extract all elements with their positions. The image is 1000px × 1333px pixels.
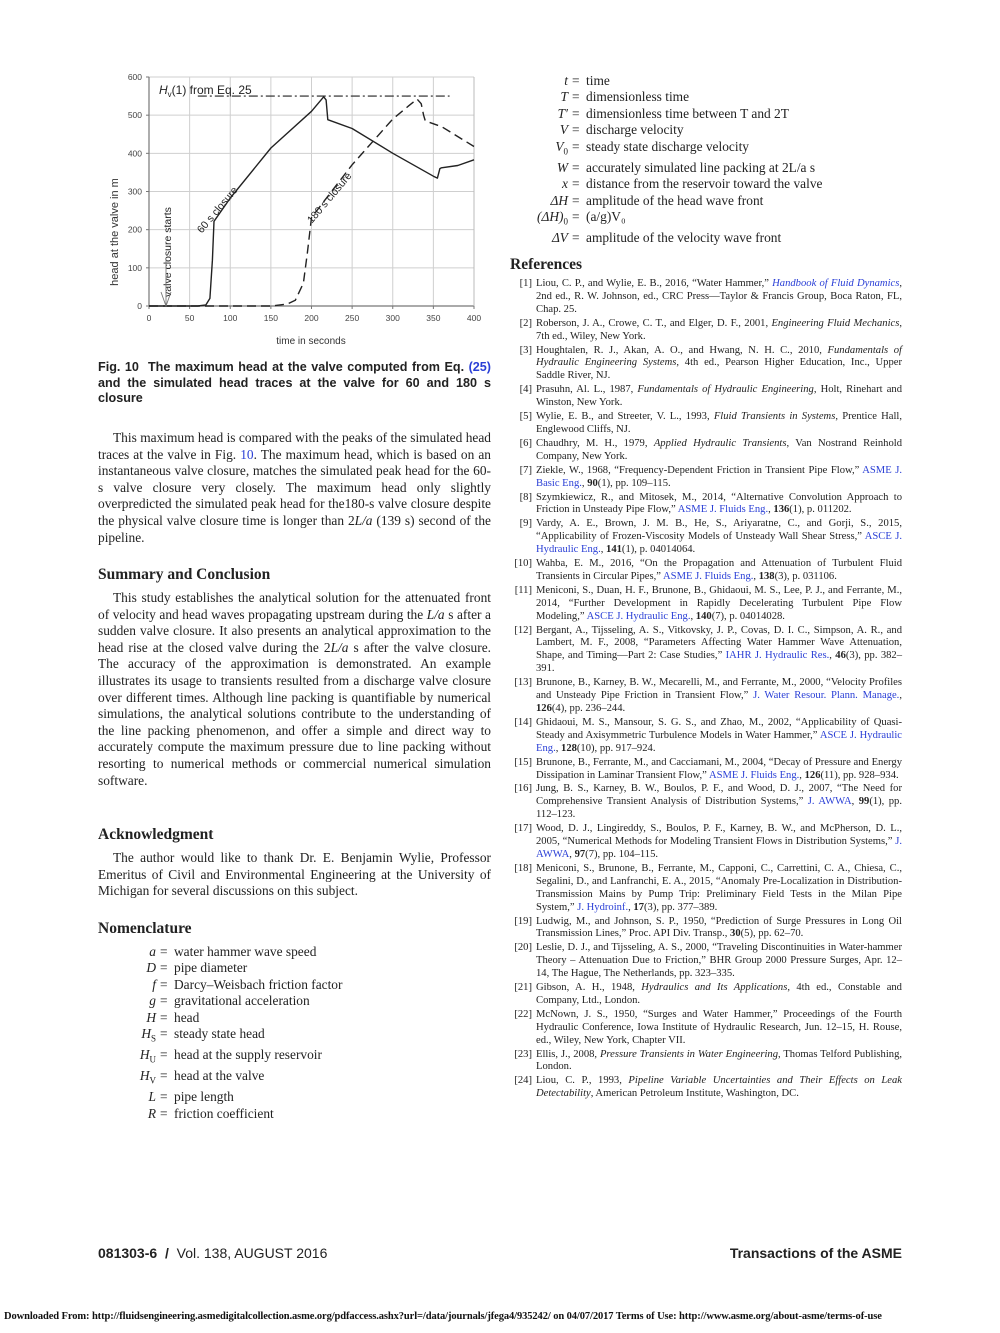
reference-journal-link[interactable]: J. AWWA [536, 836, 902, 860]
reference-text: , 2nd ed., R. W. Johnson, ed., CRC Press—Taylor & Francis Group, Boca Raton, FL, Chap. 25. [536, 278, 903, 315]
reference-volume: 140 [695, 610, 712, 622]
reference-number: [12] [514, 624, 532, 636]
nomenclature-definition: head at the valve [174, 1068, 265, 1084]
nomenclature-definition: steady state head [174, 1026, 265, 1042]
equals-sign: = [572, 230, 580, 245]
reference-text: Ludwig, M., and Johnson, S. P., 1950, “Prediction of Surge Pressures in Long Oil Transmission Lines,” Proc. API Div. Transp., [536, 915, 902, 940]
equals-sign: = [572, 105, 580, 121]
reference-item: [13] Brunone, B., Karney, B. W., Mecarelli, M., and Ferrante, M., 2000, “Velocity Profiles and Unsteady Pipe Friction in Transient Flow,” J. Water Resour. Plann. Manage., 126(4), pp. 236–244. [510, 677, 902, 716]
reference-item: [16] Jung, B. S., Karney, B. W., Boulos, P. F., and Wood, D. J., 2007, “The Need for Comprehensive Transient Analysis of Distribution Systems,” J. AWWA, 99(1), pp. 112–123. [510, 783, 902, 822]
svg-text:400: 400 [466, 313, 482, 323]
journal-name: Transactions of the ASME [729, 1245, 902, 1261]
caption-equation-link[interactable]: (25) [468, 360, 492, 374]
reference-text: Ghidaoui, M. S., Mansour, S. G. S., and Zhao, M., 2002, “Applicability of Quasi-Steady and Axisymmetric Turbulence Models in Water Hammer,” [536, 716, 902, 741]
reference-text: Ellis, J., 2008, [536, 1048, 600, 1060]
reference-item [510, 942, 902, 981]
nomenclature-symbol: g [149, 993, 156, 1009]
footer-separator: / [164, 1245, 169, 1261]
reference-text: Roberson, J. A., Crowe, C. T., and Elger, D. F., 2001, [536, 317, 772, 329]
equals-sign: = [160, 944, 168, 959]
nomenclature-symbol: $(\Delta H)_0$ [537, 208, 568, 227]
reference-volume: 128 [561, 742, 577, 754]
page-footer-left [98, 1245, 327, 1261]
nomenclature-definition: distance from the reservoir toward the valve [586, 176, 823, 192]
nomenclature-definition: dimensionless time [586, 89, 690, 105]
reference-text: Meniconi, S., Brunone, B., Ferrante, M., Capponi, C., Carrettini, C. A., Chiesa, C., Segalini, D., and Lanfranchi, E. A., 2015, “Anomaly Pre-Localization in Distribution-Transmission Mains by Pump Trip: Preliminary Field Tests in the Milan Pipe System,” [536, 862, 902, 913]
reference-item: [17] Wood, D. J., Lingireddy, S., Boulos, P. F., Karney, B. W., and McPherson, D. L., 2005, “Numerical Methods for Modeling Transient Flows in Distribution Systems,” J. AWWA, 97(7), pp. 104–115. [510, 823, 902, 862]
nomenclature-definition: water hammer wave speed [174, 944, 317, 959]
reference-text: Meniconi, S., Duan, H. F., Brunone, B., Ghidaoui, M. S., Lee, P. J., and Ferrante, M., 2014, “Further Development in Rapidly Decelerating Turbulent Pipe Flow Modeling,” [536, 584, 902, 622]
reference-volume: 99 [858, 796, 870, 808]
reference-item [510, 916, 902, 942]
nomenclature-item [510, 193, 902, 209]
reference-item: [14] Ghidaoui, M. S., Mansour, S. G. S., and Zhao, M., 2002, “Applicability of Quasi-Steady and Axisymmetric Turbulence Models in Water Hammer,” ASCE J. Hydraulic Eng., 128(10), pp. 917–924. [510, 717, 902, 756]
nomenclature-symbol: $H_V$ [139, 1068, 156, 1086]
equals-sign: = [572, 159, 580, 175]
reference-number: [18] [514, 862, 532, 874]
paragraph-comparison: This maximum head is compared with the peaks of the simulated head traces at the valve in Fig. 10. The maximum head, which is based on an instantaneous valve closure, matches the simulated peak head for the 60-s valve closure very closely. The maximum head only slightly overpredicted the simulated peak head for the180-s valve closure despite the physical valve closure time is longer than 2L/a (139 s) second of the pipeline. [98, 430, 491, 545]
svg-text:300: 300 [127, 186, 142, 197]
reference-journal-link[interactable]: IAHR J. Hydraulic Res. [725, 650, 830, 662]
reference-text: (7), p. 04014028. [711, 610, 785, 622]
nomenclature-item [510, 122, 902, 138]
valve-closure-annotation: valve closure starts [162, 207, 174, 297]
reference-text: , 4th ed., Constable and Company, Ltd., London. [536, 982, 902, 1006]
svg-text:0: 0 [137, 301, 142, 311]
equals-sign: = [572, 73, 580, 88]
reference-volume: 136 [773, 504, 790, 516]
reference-text: McNown, J. S., 1950, “Surges and Water Hammer,” Proceedings of the Fourth Hydraulic Conference, Iowa Institute of Hydraulic Research, Jun. 12–15, H. Rouse, ed., Wiley, New York, Chapter VII. [536, 1008, 902, 1046]
closure-180-annotation: 180 s closure [305, 170, 355, 226]
paragraph-summary: This study establishes the analytical solution for the attenuated front of velocity and head waves propagating upstream during the L/a s after a sudden valve closure. It also presents an analytical approximation to the head rise at the closed valve during the 2L/a s after the valve closure. The accuracy of the approximation is demonstrated. An example illustrates its usage to transients resulted from a discharge valve closure over different times. Although line packing is quantifiable by numerical simulations, the analytical solutions contribute to the understanding of the line packing phenomenon, and offer a simple and direct way to accurately compute the maximum pressure due to line packing without resorting to numerical methods or commercial numerical simulation software. [98, 590, 491, 788]
reference-item [510, 278, 902, 317]
reference-volume: 97 [574, 848, 586, 860]
reference-item [510, 982, 902, 1008]
nomenclature-symbol: a [149, 944, 156, 959]
section-heading-references: References [510, 256, 583, 273]
download-notice: Downloaded From: http://fluidsengineering.asmedigitalcollection.asme.org/pdfaccess.ashx?url=/data/journals/jfega4/935242/ on 04/07/2017 Terms of Use: http://www.asme.org/about-asme/terms-of-use [4, 1311, 882, 1322]
reference-number: [14] [514, 716, 532, 728]
reference-text: Wylie, E. B., and Streeter, V. L., 1993, [536, 411, 714, 423]
reference-title: Engineering Fluid Mechanics [771, 317, 900, 329]
reference-title: Fundamentals of Hydraulic Engineering [637, 384, 814, 396]
nomenclature-definition: steady state discharge velocity [586, 138, 749, 154]
reference-number: [20] [514, 942, 532, 954]
nomenclature-item [98, 1026, 491, 1047]
reference-text: Gibson, A. H., 1948, [536, 982, 642, 994]
nomenclature-definition: friction coefficient [174, 1105, 274, 1121]
reference-item [510, 411, 902, 437]
figure-caption [98, 360, 491, 407]
x-axis-label: time in seconds [276, 336, 346, 347]
svg-text:100: 100 [223, 313, 238, 323]
reference-text: Brunone, B., Ferrante, M., and Cacciamani, M., 2004, “Decay of Pressure and Energy Dissipation in Laminar Transient Flow,” [536, 756, 902, 781]
reference-journal-link[interactable]: ASME J. Fluids Eng. [677, 504, 769, 516]
reference-journal-link[interactable]: J. Water Resour. Plann. Manage. [753, 690, 900, 702]
reference-item [510, 1049, 902, 1075]
reference-item [510, 345, 902, 384]
reference-volume: 138 [758, 570, 775, 582]
equals-sign: = [160, 1089, 168, 1105]
reference-text: (4), pp. 236–244. [551, 703, 626, 714]
reference-text: Szymkiewicz, R., and Mitosek, M., 2014, “Alternative Convolution Approach to Friction in Unsteady Pipe Flow,” [536, 491, 902, 516]
nomenclature-symbol: $H_U$ [139, 1047, 156, 1065]
chart-svg [100, 70, 500, 355]
svg-text:350: 350 [426, 313, 441, 323]
reference-journal-link[interactable]: ASME J. Fluids Eng. [708, 769, 800, 781]
reference-item: [8] Szymkiewicz, R., and Mitosek, M., 2014, “Alternative Convolution Approach to Friction in Unsteady Pipe Flow,” ASME J. Fluids Eng., 136(1), p. 011202. [510, 492, 902, 518]
nomenclature-item [98, 993, 491, 1009]
nomenclature-symbol: t [564, 73, 568, 88]
nomenclature-item [510, 230, 902, 246]
reference-text: , Prentice Hall, Englewood Cliffs, NJ. [536, 411, 902, 435]
reference-number: [13] [514, 677, 532, 689]
reference-item [510, 318, 902, 344]
nomenclature-symbol: ΔH [550, 192, 568, 208]
nomenclature-definition: Darcy–Weisbach friction factor [174, 976, 343, 992]
nomenclature-symbol: W [556, 159, 568, 175]
nomenclature-item [98, 1068, 491, 1089]
reference-text: , Van Nostrand Reinhold Company, New York. [536, 437, 903, 462]
reference-text: Prasuhn, Al. L., 1987, [536, 384, 638, 396]
reference-item [510, 384, 902, 410]
reference-volume: 46 [835, 650, 846, 662]
equals-sign: = [160, 1047, 168, 1063]
chart-tick-labels [128, 72, 482, 323]
nomenclature-definition: amplitude of the velocity wave front [586, 230, 782, 245]
paragraph-acknowledgment: The author would like to thank Dr. E. Benjamin Wylie, Professor Emeritus of Civil and Environmental Engineering at the University of Michigan for several discussions on this subject. [98, 850, 491, 899]
nomenclature-symbol: $V_0$ [555, 138, 568, 157]
page-id: 081303-6 [98, 1245, 158, 1261]
nomenclature-item [510, 89, 902, 105]
svg-text:50: 50 [184, 313, 195, 323]
y-axis-label: head at the valve in m [109, 178, 121, 286]
references-list [510, 278, 902, 1102]
equals-sign: = [160, 976, 168, 992]
nomenclature-list-left [98, 944, 491, 1122]
figure-link[interactable]: 10 [240, 446, 254, 462]
nomenclature-item [510, 160, 902, 176]
reference-text: Leslie, D. J., and Tijsseling, A. S., 2000, “Traveling Discontinuities in Water-hammer Theory – Attenuation Due to Friction,” BHR Group 2000 Pressure Surges, Apr. 12–14, The Hague, The Netherlands, pp. 323–335. [536, 942, 902, 980]
svg-text:600: 600 [127, 72, 142, 82]
equals-sign: = [160, 1105, 168, 1121]
reference-journal-link[interactable]: ASCE J. Hydraulic Eng. [586, 610, 691, 622]
nomenclature-item [510, 73, 902, 89]
equals-sign: = [572, 208, 580, 224]
reference-text: Wood, D. J., Lingireddy, S., Boulos, P. F., Karney, B. W., and McPherson, D. L., 2005, “Numerical Methods for Modeling Transient Flows in Distribution Systems,” [536, 823, 902, 848]
reference-text: Ziekle, W., 1968, “Frequency-Dependent Friction in Transient Pipe Flow,” [536, 464, 863, 476]
section-heading-acknowledgment: Acknowledgment [98, 826, 214, 843]
reference-text: (3), pp. 377–389. [644, 901, 718, 913]
reference-volume: 17 [633, 901, 644, 913]
reference-text: Bergant, A., Tijsseling, A. S., Vitkovsky, J. P., Covas, D. I. C., Simpson, A. R., and Lambert, M. F., 2008, “Parameters Affecting Water Hammer Wave Attenuation, Shape, and Timing—Part 2: Case Studies,” [536, 624, 902, 662]
nomenclature-list-right [510, 73, 902, 246]
reference-journal-link[interactable]: J. AWWA [807, 796, 852, 808]
reference-item: [10] Wahba, E. M., 2016, “On the Propagation and Attenuation of Turbulent Fluid Transients in Circular Pipes,” ASME J. Fluids Eng., 138(3), p. 031106. [510, 558, 902, 584]
reference-journal-link[interactable]: ASME J. Fluids Eng. [663, 570, 754, 582]
caption-label: Fig. 10 [98, 360, 139, 374]
reference-number: [9] [519, 518, 532, 530]
equals-sign: = [160, 993, 168, 1009]
equals-sign: = [160, 1026, 168, 1042]
reference-number: [24] [514, 1075, 532, 1087]
reference-title: Applied Hydraulic Transients [653, 437, 787, 449]
nomenclature-symbol: $H_S$ [141, 1026, 156, 1044]
reference-journal-link[interactable]: ASME J. Basic Eng. [536, 464, 902, 489]
nomenclature-symbol: T′ [557, 105, 568, 121]
reference-item: [18] Meniconi, S., Brunone, B., Ferrante, M., Capponi, C., Carrettini, C. A., Chiesa, C., Segalini, D., and Lanfranchi, E. A., 2015, “Anomaly Pre-Localization in Distribution-Transmission Mains by Pump Trip: Preliminary Field Tests in the Milan Pipe System,” J. Hydroinf., 17(3), pp. 377–389. [510, 863, 902, 915]
equals-sign: = [160, 1068, 168, 1084]
svg-text:100: 100 [127, 262, 142, 273]
section-heading-summary: Summary and Conclusion [98, 566, 271, 583]
reference-volume: 30 [730, 928, 741, 940]
reference-item [510, 1009, 902, 1048]
reference-text: , 7th ed., Wiley, New York. [536, 317, 902, 342]
reference-item: [15] Brunone, B., Ferrante, M., and Cacciamani, M., 2004, “Decay of Pressure and Energy Dissipation in Laminar Transient Flow,” ASME J. Fluids Eng., 126(11), pp. 928–934. [510, 757, 902, 783]
reference-text: Liou, C. P., 1993, [536, 1075, 629, 1087]
reference-item [510, 1075, 902, 1101]
nomenclature-symbol: L [148, 1089, 156, 1105]
svg-text:500: 500 [127, 110, 142, 121]
nomenclature-definition: pipe diameter [174, 960, 248, 976]
reference-title: Fluid Transients in Systems [713, 411, 836, 423]
hv-annotation: $H_v(1)$ from Eq. 25 [159, 83, 252, 99]
section-heading-nomenclature: Nomenclature [98, 920, 192, 937]
equals-sign: = [572, 192, 580, 208]
svg-text:0: 0 [146, 313, 152, 323]
reference-text: Brunone, B., Karney, B. W., Mecarelli, M., and Ferrante, M., 2000, “Velocity Profiles and Unsteady Pipe Friction in Transient Flow,” [536, 677, 902, 702]
reference-volume: 141 [606, 544, 622, 556]
nomenclature-item [510, 176, 902, 192]
nomenclature-item [98, 977, 491, 993]
equals-sign: = [572, 176, 580, 192]
reference-text: (11), pp. 928–934. [820, 769, 899, 781]
caption-text-1: The maximum head at the valve computed from Eq. [147, 360, 465, 374]
reference-journal-link[interactable]: J. Hydroinf. [577, 901, 629, 913]
equals-sign: = [572, 122, 580, 138]
reference-text: , 4th ed., Pearson Higher Education, Inc., Upper Saddle River, NJ. [536, 357, 902, 382]
equals-sign: = [572, 89, 580, 105]
equals-sign: = [160, 1009, 168, 1025]
reference-number: [8] [519, 491, 532, 503]
nomenclature-symbol: H [146, 1009, 156, 1025]
closure-60-annotation: 60 s closure [194, 184, 241, 236]
reference-volume: 90 [587, 477, 598, 489]
svg-text:150: 150 [263, 313, 278, 323]
reference-number: [21] [514, 982, 532, 994]
nomenclature-item [510, 209, 902, 230]
nomenclature-definition: discharge velocity [586, 122, 684, 138]
nomenclature-definition: amplitude of the head wave front [586, 192, 764, 208]
nomenclature-symbol: T [560, 89, 568, 105]
reference-number: [16] [514, 783, 532, 795]
reference-volume: 126 [536, 703, 552, 714]
nomenclature-item [98, 1089, 491, 1105]
reference-number: [17] [514, 823, 532, 835]
reference-text: (5), pp. 62–70. [740, 928, 804, 940]
nomenclature-definition: accurately simulated line packing at 2L/a s [586, 159, 816, 175]
nomenclature-symbol: x [562, 176, 568, 192]
reference-text: (3), pp. 382–391. [536, 650, 903, 675]
nomenclature-definition: dimensionless time between T and 2T [586, 105, 789, 121]
svg-text:400: 400 [127, 148, 142, 159]
nomenclature-item [98, 944, 491, 960]
reference-item: [12] Bergant, A., Tijsseling, A. S., Vitkovsky, J. P., Covas, D. I. C., Simpson, A. R., and Lambert, M. F., 2008, “Parameters Affecting Water Hammer Wave Attenuation, Shape, and Timing—Part 2: Case Studies,” IAHR J. Hydraulic Res., 46(3), pp. 382–391. [510, 625, 902, 677]
reference-number: [23] [514, 1048, 532, 1060]
reference-number: [15] [514, 756, 532, 768]
reference-number: [19] [514, 915, 532, 927]
reference-text: Chaudhry, M. H., 1979, [536, 437, 654, 449]
reference-text: Wahba, E. M., 2016, “On the Propagation and Attenuation of Turbulent Fluid Transients in Circular Pipes,” [536, 558, 902, 582]
nomenclature-definition: (a/g)V₀ [586, 208, 626, 224]
reference-journal-link[interactable]: Handbook of Fluid Dynamics [772, 278, 900, 289]
nomenclature-definition: pipe length [174, 1089, 234, 1105]
reference-volume: 126 [804, 769, 821, 781]
reference-number: [1] [519, 278, 532, 289]
reference-number: [6] [519, 437, 532, 449]
nomenclature-definition: time [586, 73, 610, 88]
reference-text: (7), pp. 104–115. [585, 848, 659, 860]
reference-number: [11] [514, 584, 532, 596]
reference-journal-link[interactable]: ASCE J. Hydraulic Eng. [536, 531, 902, 556]
reference-text: (10), pp. 917–924. [576, 742, 656, 754]
nomenclature-item [510, 106, 902, 122]
reference-number: [10] [514, 558, 532, 570]
svg-text:200: 200 [304, 313, 319, 323]
reference-title: Fundamentals of Hydraulic Engineering Systems [536, 344, 902, 369]
reference-text: Vardy, A. E., Brown, J. M. B., He, S., Ariyaratne, C., and Gorji, S., 2015, “Applicability of Frozen-Viscosity Models of Unsteady Wall Shear Stress,” [536, 518, 902, 543]
reference-text: (1), pp. 109–115. [597, 477, 671, 489]
equals-sign: = [160, 960, 168, 976]
reference-title: Hydraulics and Its Applications [641, 982, 788, 994]
reference-text: , Thomas Telford Publishing, London. [536, 1048, 903, 1073]
reference-journal-link[interactable]: ASCE J. Hydraulic Eng. [536, 729, 902, 754]
nomenclature-symbol: R [147, 1105, 156, 1121]
reference-item: [11] Meniconi, S., Duan, H. F., Brunone, B., Ghidaoui, M. S., Lee, P. J., and Ferrante, M., 2014, “Further Development in Rapidly Decelerating Turbulent Pipe Flow Modeling,” ASCE J. Hydraulic Eng., 140(7), p. 04014028. [510, 585, 902, 624]
reference-number: [2] [519, 317, 532, 329]
reference-title: Pipeline Variable Uncertainties and Their Effects on Leak Detectability [536, 1075, 902, 1100]
nomenclature-symbol: V [559, 122, 568, 138]
reference-title: Pressure Transients in Water Engineering [599, 1048, 778, 1060]
nomenclature-symbol: D [146, 960, 156, 976]
svg-text:250: 250 [345, 313, 360, 323]
reference-number: [7] [519, 464, 532, 476]
svg-text:300: 300 [385, 313, 400, 323]
reference-text: (3), p. 031106. [774, 570, 837, 582]
reference-text: Houghtalen, R. J., Akan, A. O., and Hwang, N. H. C., 2010, [536, 344, 828, 356]
nomenclature-definition: head at the supply reservoir [174, 1047, 322, 1063]
reference-text: , Holt, Rinehart and Winston, New York. [536, 384, 902, 409]
nomenclature-item [98, 1047, 491, 1068]
figure-10-chart [100, 70, 500, 355]
svg-text:200: 200 [127, 224, 142, 235]
nomenclature-item [510, 139, 902, 160]
reference-text: (1), pp. 112–123. [536, 796, 903, 821]
nomenclature-item [98, 1106, 491, 1122]
nomenclature-symbol: ΔV [551, 230, 568, 245]
reference-text: (1), p. 04014064. [621, 544, 696, 556]
reference-number: [5] [519, 411, 532, 423]
volume-info: Vol. 138, AUGUST 2016 [176, 1245, 328, 1261]
caption-text-2: and the simulated head traces at the valve for 60 and 180 s closure [98, 375, 491, 405]
reference-text: , American Petroleum Institute, Washington, DC. [590, 1088, 799, 1100]
reference-text: (1), p. 011202. [789, 504, 852, 516]
nomenclature-definition: head [174, 1009, 200, 1025]
nomenclature-item [98, 960, 491, 976]
reference-number: [4] [519, 384, 532, 396]
equals-sign: = [572, 138, 580, 154]
reference-item: [9] Vardy, A. E., Brown, J. M. B., He, S., Ariyaratne, C., and Gorji, S., 2015, “Applicability of Frozen-Viscosity Models of Unsteady Wall Shear Stress,” ASCE J. Hydraulic Eng., 141(1), p. 04014064. [510, 518, 902, 557]
nomenclature-symbol: f [152, 976, 156, 992]
reference-text: Jung, B. S., Karney, B. W., Boulos, P. F., and Wood, D. J., 2007, “The Need for Comprehensive Transient Analysis of Distribution Systems,” [536, 783, 902, 808]
nomenclature-definition: gravitational acceleration [174, 993, 310, 1009]
reference-item: [7] Ziekle, W., 1968, “Frequency-Dependent Friction in Transient Pipe Flow,” ASME J. Basic Eng., 90(1), pp. 109–115. [510, 465, 902, 491]
reference-number: [3] [519, 344, 532, 356]
nomenclature-item [98, 1010, 491, 1026]
reference-item [510, 438, 902, 464]
reference-number: [22] [514, 1008, 532, 1020]
reference-text: Liou, C. P., and Wylie, E. B., 2016, “Water Hammer,” [536, 278, 773, 289]
